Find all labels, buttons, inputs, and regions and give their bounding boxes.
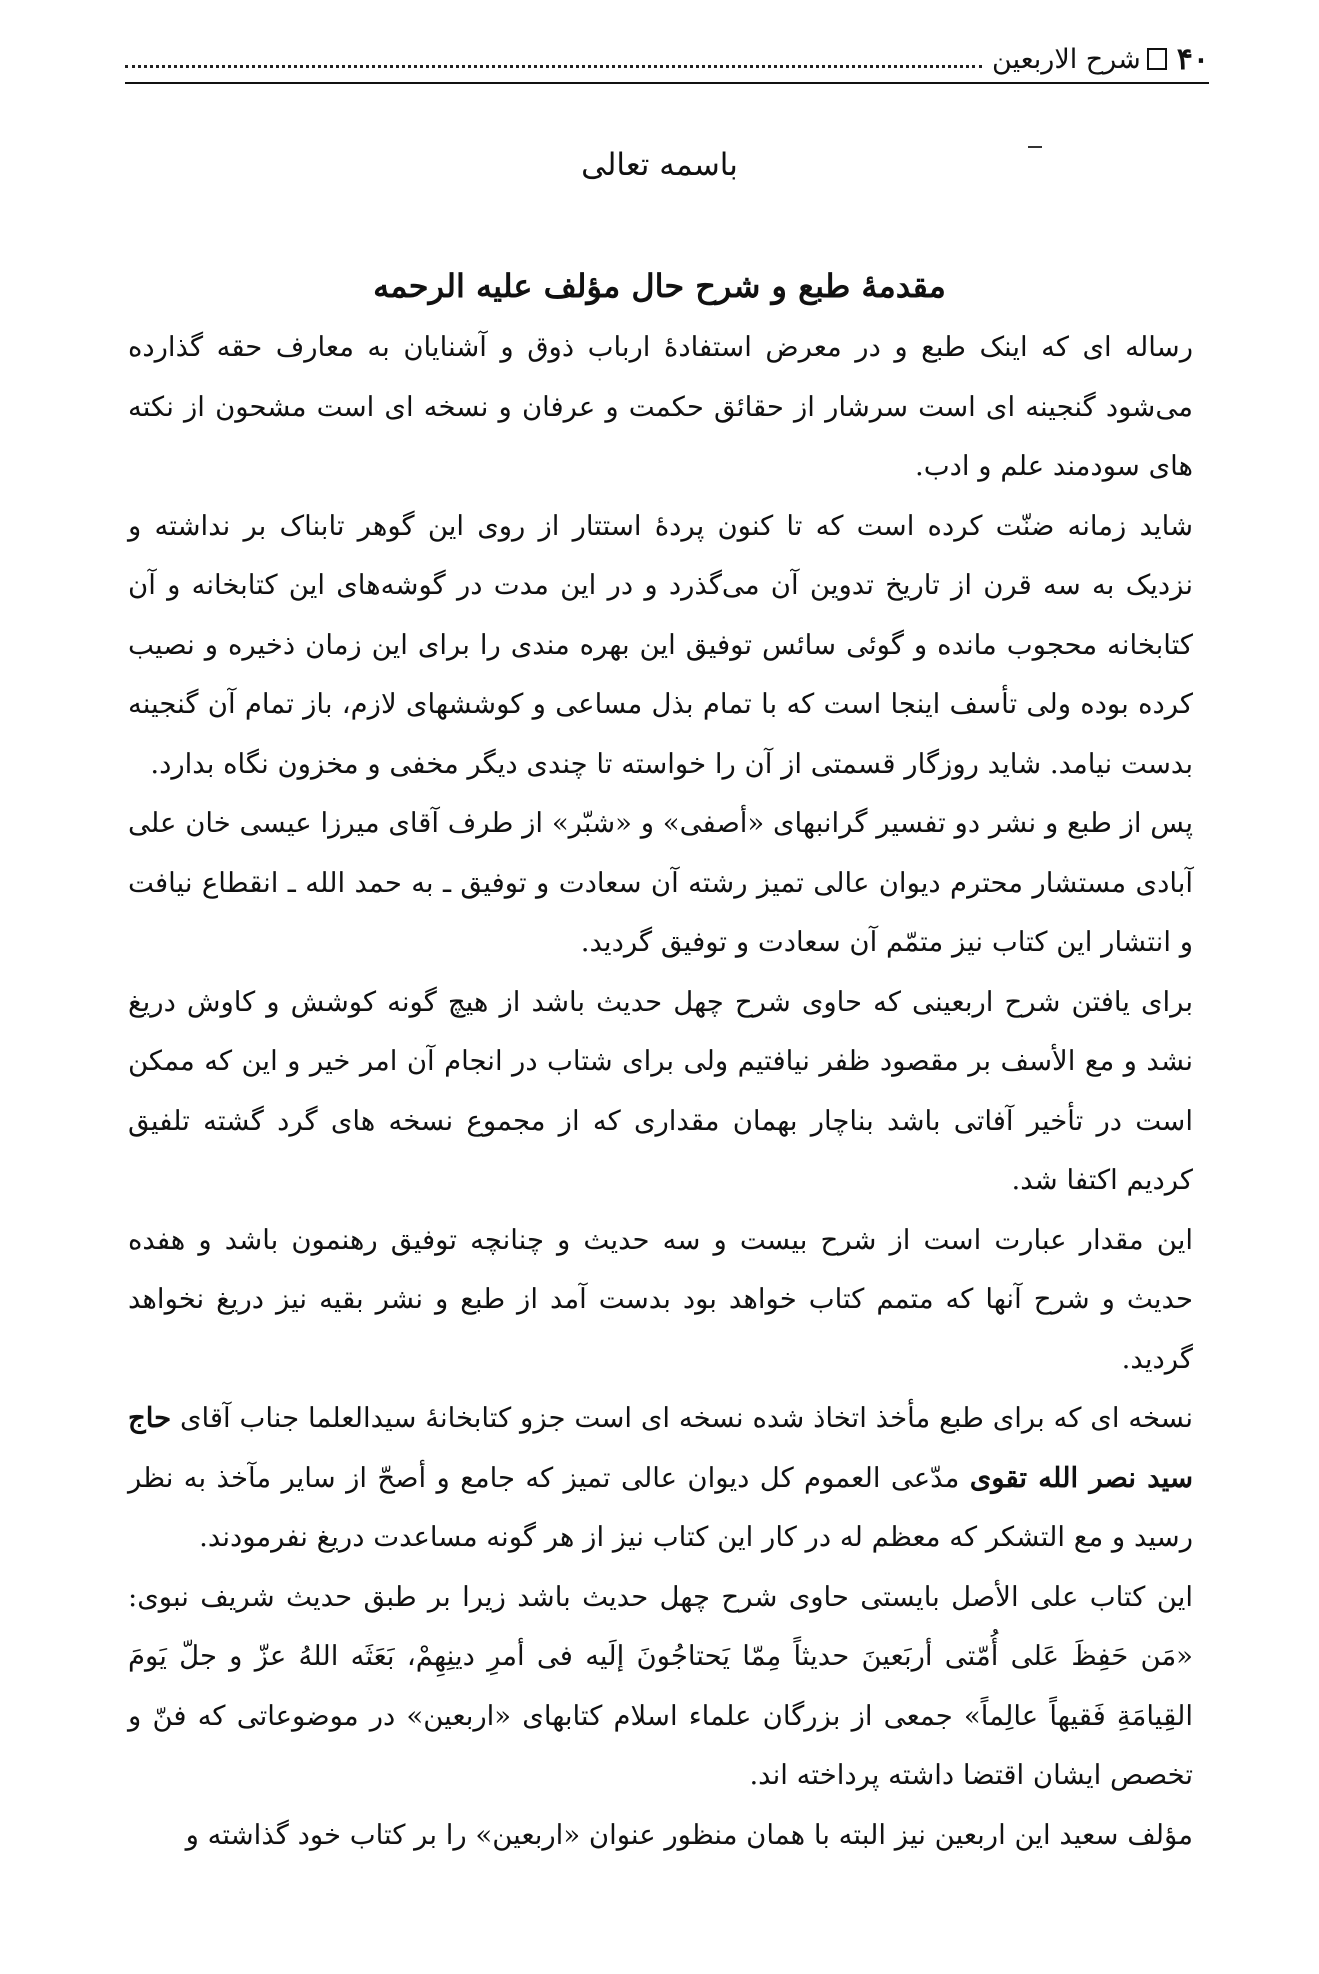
paragraph-4: برای یافتن شرح اربعینی که حاوی شرح چهل حدیث باشد از هیچ گونه کوشش و کاوش دریغ نشد و مع الأسف بر مقصود ظفر نیافتیم ولی برای شتاب در انجام آن امر خیر و این که ممکن است در تأخیر آفاتی باشد بناچار بهمان مقداری که از مجموع نسخه های گرد گشته تلفیق کردیم اکتفا شد.: [128, 985, 1193, 1196]
section-title: مقدمهٔ طبع و شرح حال مؤلف عليه الرحمه: [373, 267, 946, 305]
paragraph-6: [128, 1389, 1193, 1568]
running-header: [125, 40, 1209, 80]
dedication-heading: باسمه تعالى: [581, 147, 738, 183]
running-book-title: شرح الاربعين: [992, 44, 1141, 75]
paragraph-7: این کتاب علی الأصل بایستی حاوی شرح چهل حدیث باشد زیرا بر طبق حدیث شریف نبوی: «مَن حَفِظَ عَلی أُمّتی أربَعینَ حدیثاً مِمّا یَحتاجُونَ إلَیه فی أمرِ دینِهِمْ، بَعَثَه اللهُ عزّ و جلّ یَومَ القِیامَةِ فَقیهاً عالِماً» جمعی از بزرگان علماء اسلام کتابهای «اربعین» در موضوعاتی که فنّ و تخصص ایشان اقتضا داشته پرداخته اند.: [128, 1580, 1193, 1791]
paragraph-3: پس از طبع و نشر دو تفسیر گرانبهای «أصفی» و «شبّر» از طرف آقای میرزا عیسی خان علی آبادی مستشار محترم دیوان عالی تمیز رشته آن سعادت و توفیق ـ به حمد الله ـ انقطاع نیافت و انتشار این کتاب نیز متمّم آن سعادت و توفیق گردید.: [128, 807, 1193, 958]
header-rule: [125, 82, 1209, 84]
paragraph-6-start: نسخه ای که برای طبع مأخذ اتخاذ شده نسخه ای است جزو کتابخانهٔ سیدالعلما جناب آقای: [171, 1402, 1193, 1434]
header-dotted-leader: [125, 65, 982, 68]
paragraph-2: شاید زمانه ضنّت کرده است که تا کنون پردهٔ استتار از روی این گوهر تابناک بر نداشته و نزدیک به سه قرن از تاریخ تدوین آن می‌گذرد و در این مدت در گوشه‌های این کتابخانه و آن کتابخانه محجوب مانده و گوئی سائس توفیق این بهره مندی را برای این زمان ذخیره و نصیب کرده بوده ولی تأسف اینجا است که با تمام بذل مساعی و کوششهای لازم، باز تمام آن گنجینه بدست نیامد. شاید روزگار قسمتی از آن را خواسته تا چندی دیگر مخفی و مخزون نگاه بدارد.: [128, 509, 1193, 780]
paragraph-1: رساله ای که اینک طبع و در معرض استفادهٔ ارباب ذوق و آشنایان به معارف حقه گذارده می‌شود گنجینه ای است سرشار از حقائق حکمت و عرفان و نسخه ای است مشحون از نکته های سودمند علم و ادب.: [128, 331, 1193, 482]
paragraph-6-end: مدّعی العموم کل دیوان عالی تمیز که جامع و أصحّ از سایر مآخذ به نظر رسید و مع التشکر که معظم له در کار این کتاب نیز از هر گونه مساعدت دریغ نفرمودند.: [128, 1461, 1193, 1553]
header-square-ornament: [1147, 48, 1167, 70]
paragraph-5: این مقدار عبارت است از شرح بیست و سه حدیث و چنانچه توفیق رهنمون باشد و هفده حدیث و شرح آنها که متمم کتاب خواهد بود بدست آمد از طبع و نشر بقیه نیز دریغ نخواهد گردید.: [128, 1223, 1193, 1375]
person-name-bold: حاج سید نصر الله تقوی: [128, 1402, 1193, 1494]
body-text: [128, 318, 1193, 1865]
paragraph-8: مؤلف سعید این اربعین نیز البته با همان منظور عنوان «اربعین» را بر کتاب خود گذاشته و: [185, 1818, 1193, 1851]
page-number: ۴۰: [1176, 42, 1209, 77]
